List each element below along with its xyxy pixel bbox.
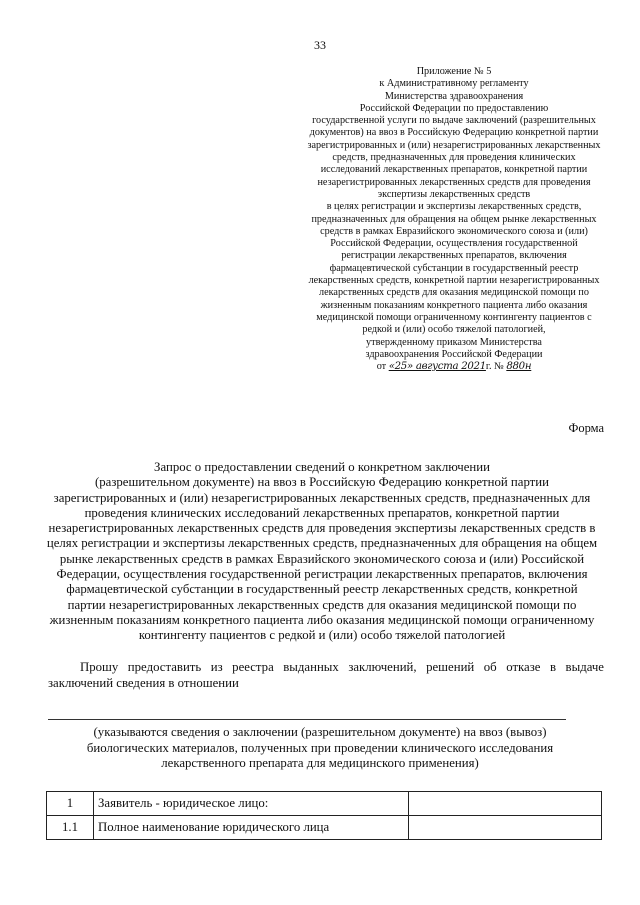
request-title <box>30 460 614 644</box>
title-line: зарегистрированных и (или) незарегистрированных лекарственных средств, предназначенных для <box>53 490 591 505</box>
row-label: Полное наименование юридического лица <box>94 816 409 840</box>
appendix-line: Министерства здравоохранения <box>384 90 524 102</box>
title-line: (разрешительном документе) на ввоз в Российскую Федерацию конкретной партии <box>95 475 549 490</box>
title-line: Запрос о предоставлении сведений о конкретном заключении <box>154 460 490 474</box>
form-label: Форма <box>568 421 604 435</box>
appendix-header <box>284 66 624 373</box>
appendix-line: исследований лекарственных препаратов, конкретной партии <box>320 164 588 176</box>
appendix-line: регистрации лекарственных препаратов, включения <box>341 250 567 262</box>
table-row <box>47 816 602 840</box>
appendix-line: утвержденному приказом Министерства <box>366 336 542 348</box>
title-line: незарегистрированных лекарственных средств для проведения экспертизы лекарственных средств в <box>48 521 596 536</box>
appendix-line: экспертизы лекарственных средств <box>377 188 531 200</box>
appendix-line: предназначенных для обращения на общем рынке лекарственных <box>311 213 597 225</box>
title-line: проведения клинических исследований лекарственных препаратов, конкретной партии <box>84 505 560 520</box>
appendix-line: документов) на ввоз в Российскую Федерацию конкретной партии <box>309 127 599 139</box>
row-number: 1.1 <box>47 816 94 840</box>
appendix-line: зарегистрированных и (или) незарегистрированных лекарственных <box>307 139 601 151</box>
title-line: фармацевтической субстанции в государственный реестр лекарственных средств, конкретной <box>66 582 578 597</box>
date-suffix: г. № <box>485 361 504 373</box>
appendix-line: средств в рамках Евразийского экономического союза и (или) <box>320 225 588 237</box>
handwritten-order-number: 880н <box>506 361 532 373</box>
appendix-line: государственной услуги по выдаче заключений (разрешительных <box>312 115 596 127</box>
title-line: жизненным показаниям конкретного пациента либо оказания медицинской помощи ограниченному <box>49 612 595 627</box>
note-line: биологических материалов, полученных при проведении клинического исследования <box>86 740 554 755</box>
appendix-line: жизненным показаниям конкретного пациента либо оказания <box>320 299 588 311</box>
appendix-line: Российской Федерации по предоставлению <box>359 102 549 114</box>
note-line: (указываются сведения о заключении (разрешительном документе) на ввоз (вывоз) <box>93 725 547 739</box>
appendix-line: в целях регистрации и экспертизы лекарственных средств, <box>326 201 582 213</box>
appendix-line: медицинской помощи ограниченному контингенту пациентов с <box>316 311 592 323</box>
note-line: лекарственного препарата для медицинского применения) <box>161 756 479 770</box>
appendix-line: лекарственных средств для оказания медицинской помощи по <box>319 287 589 299</box>
title-line: целях регистрации и экспертизы лекарственных средств, предназначенных для обращения на общем <box>46 536 598 551</box>
approval-date <box>284 361 624 373</box>
appendix-line: Российской Федерации, осуществления государственной <box>330 238 578 250</box>
body-line: Прошу предоставить из реестра выданных заключений, решений об отказе в выдаче <box>80 660 604 674</box>
row-value-cell[interactable] <box>409 792 602 816</box>
appendix-line: Приложение № 5 <box>416 66 492 77</box>
handwritten-date: «25» августа 2021 <box>388 361 486 373</box>
row-number: 1 <box>47 792 94 816</box>
appendix-line: средств, предназначенных для проведения клинических <box>332 152 576 164</box>
title-line: контингенту пациентов с редкой и (или) особо тяжелой патологией <box>138 628 506 643</box>
appendix-line: лекарственных средств, конкретной партии незарегистрированных <box>308 275 600 287</box>
appendix-line: к Административному регламенту <box>379 78 529 90</box>
date-prefix: от <box>376 361 387 373</box>
appendix-line: здравоохранения Российской Федерации <box>365 348 543 360</box>
table-row <box>47 792 602 816</box>
body-line: заключений сведения в отношении <box>48 676 239 690</box>
appendix-line: редкой и (или) особо тяжелой патологией, <box>362 324 546 336</box>
title-line: Федерации, осуществления государственной регистрации лекарственных препаратов, включения <box>56 567 588 582</box>
appendix-line: фармацевтической субстанции в государственный реестр <box>329 262 579 274</box>
row-label: Заявитель - юридическое лицо: <box>94 792 409 816</box>
appendix-line: незарегистрированных лекарственных средств для проведения <box>317 176 591 188</box>
fill-in-note <box>40 725 600 772</box>
title-line: партии незарегистрированных лекарственных средств для оказания медицинской помощи по <box>67 597 577 612</box>
fill-in-line[interactable] <box>48 719 566 720</box>
request-body <box>48 659 604 691</box>
row-value-cell[interactable] <box>409 816 602 840</box>
title-line: рынке лекарственных средств в рамках Евразийского экономического союза и (или) Российской <box>59 551 585 566</box>
page-number: 33 <box>314 38 326 52</box>
applicant-table <box>46 791 602 840</box>
